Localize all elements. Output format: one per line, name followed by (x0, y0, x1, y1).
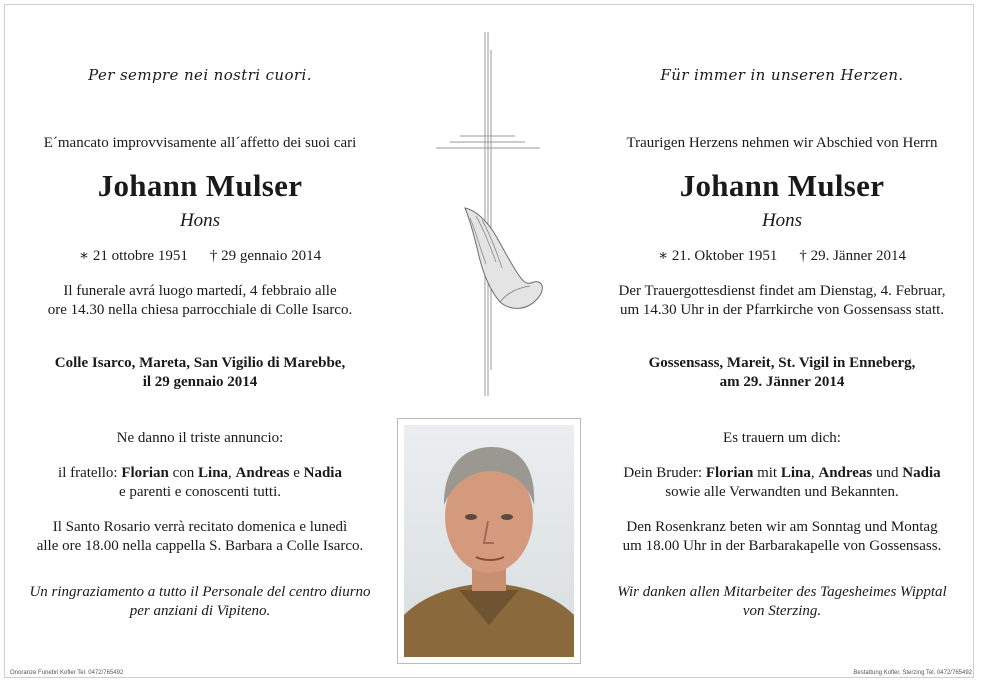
announcement-heading: Ne danno il triste annuncio: (116, 430, 284, 446)
italian-column (0, 0, 400, 686)
portrait-image (404, 425, 574, 657)
footer-credit: Bestattung Kofler, Sterzing Tel. 0472/765492 (853, 670, 972, 676)
family-member: Andreas (235, 465, 290, 481)
place-line: am 29. Jänner 2014 (719, 374, 845, 390)
announcement-heading: Es trauern um dich: (723, 430, 841, 446)
intro-text: Traurigen Herzens nehmen wir Abschied von Herrn (626, 135, 938, 151)
place-date (582, 354, 982, 392)
life-dates (0, 246, 400, 265)
place-line: il 29 gennaio 2014 (142, 374, 258, 390)
rosary-info (0, 518, 400, 556)
family-member: Florian (121, 465, 169, 481)
nickname: Hons (761, 210, 803, 231)
family-prefix: Dein Bruder: (623, 465, 706, 481)
german-column (582, 0, 982, 686)
nickname: Hons (179, 210, 221, 231)
family-conj: con (168, 465, 199, 481)
funeral-info (0, 282, 400, 320)
family-line: e parenti e conoscenti tutti. (118, 484, 282, 500)
birth-date: ∗ 21 ottobre 1951 (78, 248, 188, 264)
funeral-line: um 14.30 Uhr in der Pfarrkirche von Gossensass statt. (619, 302, 945, 318)
funeral-line: ore 14.30 nella chiesa parrocchiale di Colle Isarco. (47, 302, 353, 318)
death-date: † 29 gennaio 2014 (209, 248, 322, 264)
rosary-line: alle ore 18.00 nella cappella S. Barbara a Colle Isarco. (36, 538, 364, 554)
family-member: Lina (780, 465, 811, 481)
place-line: Colle Isarco, Mareta, San Vigilio di Marebbe, (54, 355, 346, 371)
life-dates (582, 246, 982, 265)
family-conj: mit (753, 465, 781, 481)
family-line: sowie alle Verwandten und Bekannten. (665, 484, 899, 500)
family-sep: , (810, 465, 819, 481)
family-list (0, 464, 400, 502)
deceased-name: Johann Mulser (97, 168, 303, 203)
funeral-line: Il funerale avrá luogo martedí, 4 febbraio alle (63, 283, 337, 299)
rosary-info (582, 518, 982, 556)
family-conj: e (289, 465, 304, 481)
praying-hands-icon (465, 208, 542, 308)
death-date: † 29. Jänner 2014 (799, 248, 906, 264)
family-line (0, 464, 400, 483)
rosary-line: Il Santo Rosario verrà recitato domenica e lunedì (52, 519, 348, 535)
family-member: Nadia (303, 465, 342, 481)
family-prefix: il fratello: (58, 465, 122, 481)
motto: Für immer in unseren Herzen. (660, 66, 904, 84)
deceased-name: Johann Mulser (679, 168, 885, 203)
family-member: Florian (705, 465, 754, 481)
funeral-line: Der Trauergottesdienst findet am Dienstag, 4. Februar, (618, 283, 946, 299)
family-member: Nadia (902, 465, 941, 481)
family-member: Andreas (818, 465, 873, 481)
footer-credit: Onoranze Funebri Kofler Tel. 0472/765492 (10, 670, 124, 676)
thanks-line: von Sterzing. (742, 603, 822, 619)
funeral-info (582, 282, 982, 320)
rosary-line: um 18.00 Uhr in der Barbarakapelle von Gossensass. (622, 538, 942, 554)
family-sep: , (228, 465, 236, 481)
motto: Per sempre nei nostri cuori. (88, 66, 312, 84)
rosary-line: Den Rosenkranz beten wir am Sonntag und Montag (626, 519, 938, 535)
cross-with-praying-hands-icon (430, 30, 550, 400)
thanks-line: Un ringraziamento a tutto il Personale del centro diurno (29, 584, 371, 600)
family-line (582, 464, 982, 483)
intro-text: E´mancato improvvisamente all´affetto dei suoi cari (43, 135, 357, 151)
birth-date: ∗ 21. Oktober 1951 (657, 248, 778, 264)
place-line: Gossensass, Mareit, St. Vigil in Enneberg, (648, 355, 916, 371)
family-member: Lina (198, 465, 229, 481)
thanks-line: Wir danken allen Mitarbeiter des Tagesheimes Wipptal (617, 584, 947, 600)
portrait-photo (397, 418, 581, 664)
thanks-text (0, 583, 400, 621)
place-date (0, 354, 400, 392)
family-list (582, 464, 982, 502)
thanks-text (582, 583, 982, 621)
thanks-line: per anziani di Vipiteno. (129, 603, 271, 619)
family-conj: und (872, 465, 903, 481)
